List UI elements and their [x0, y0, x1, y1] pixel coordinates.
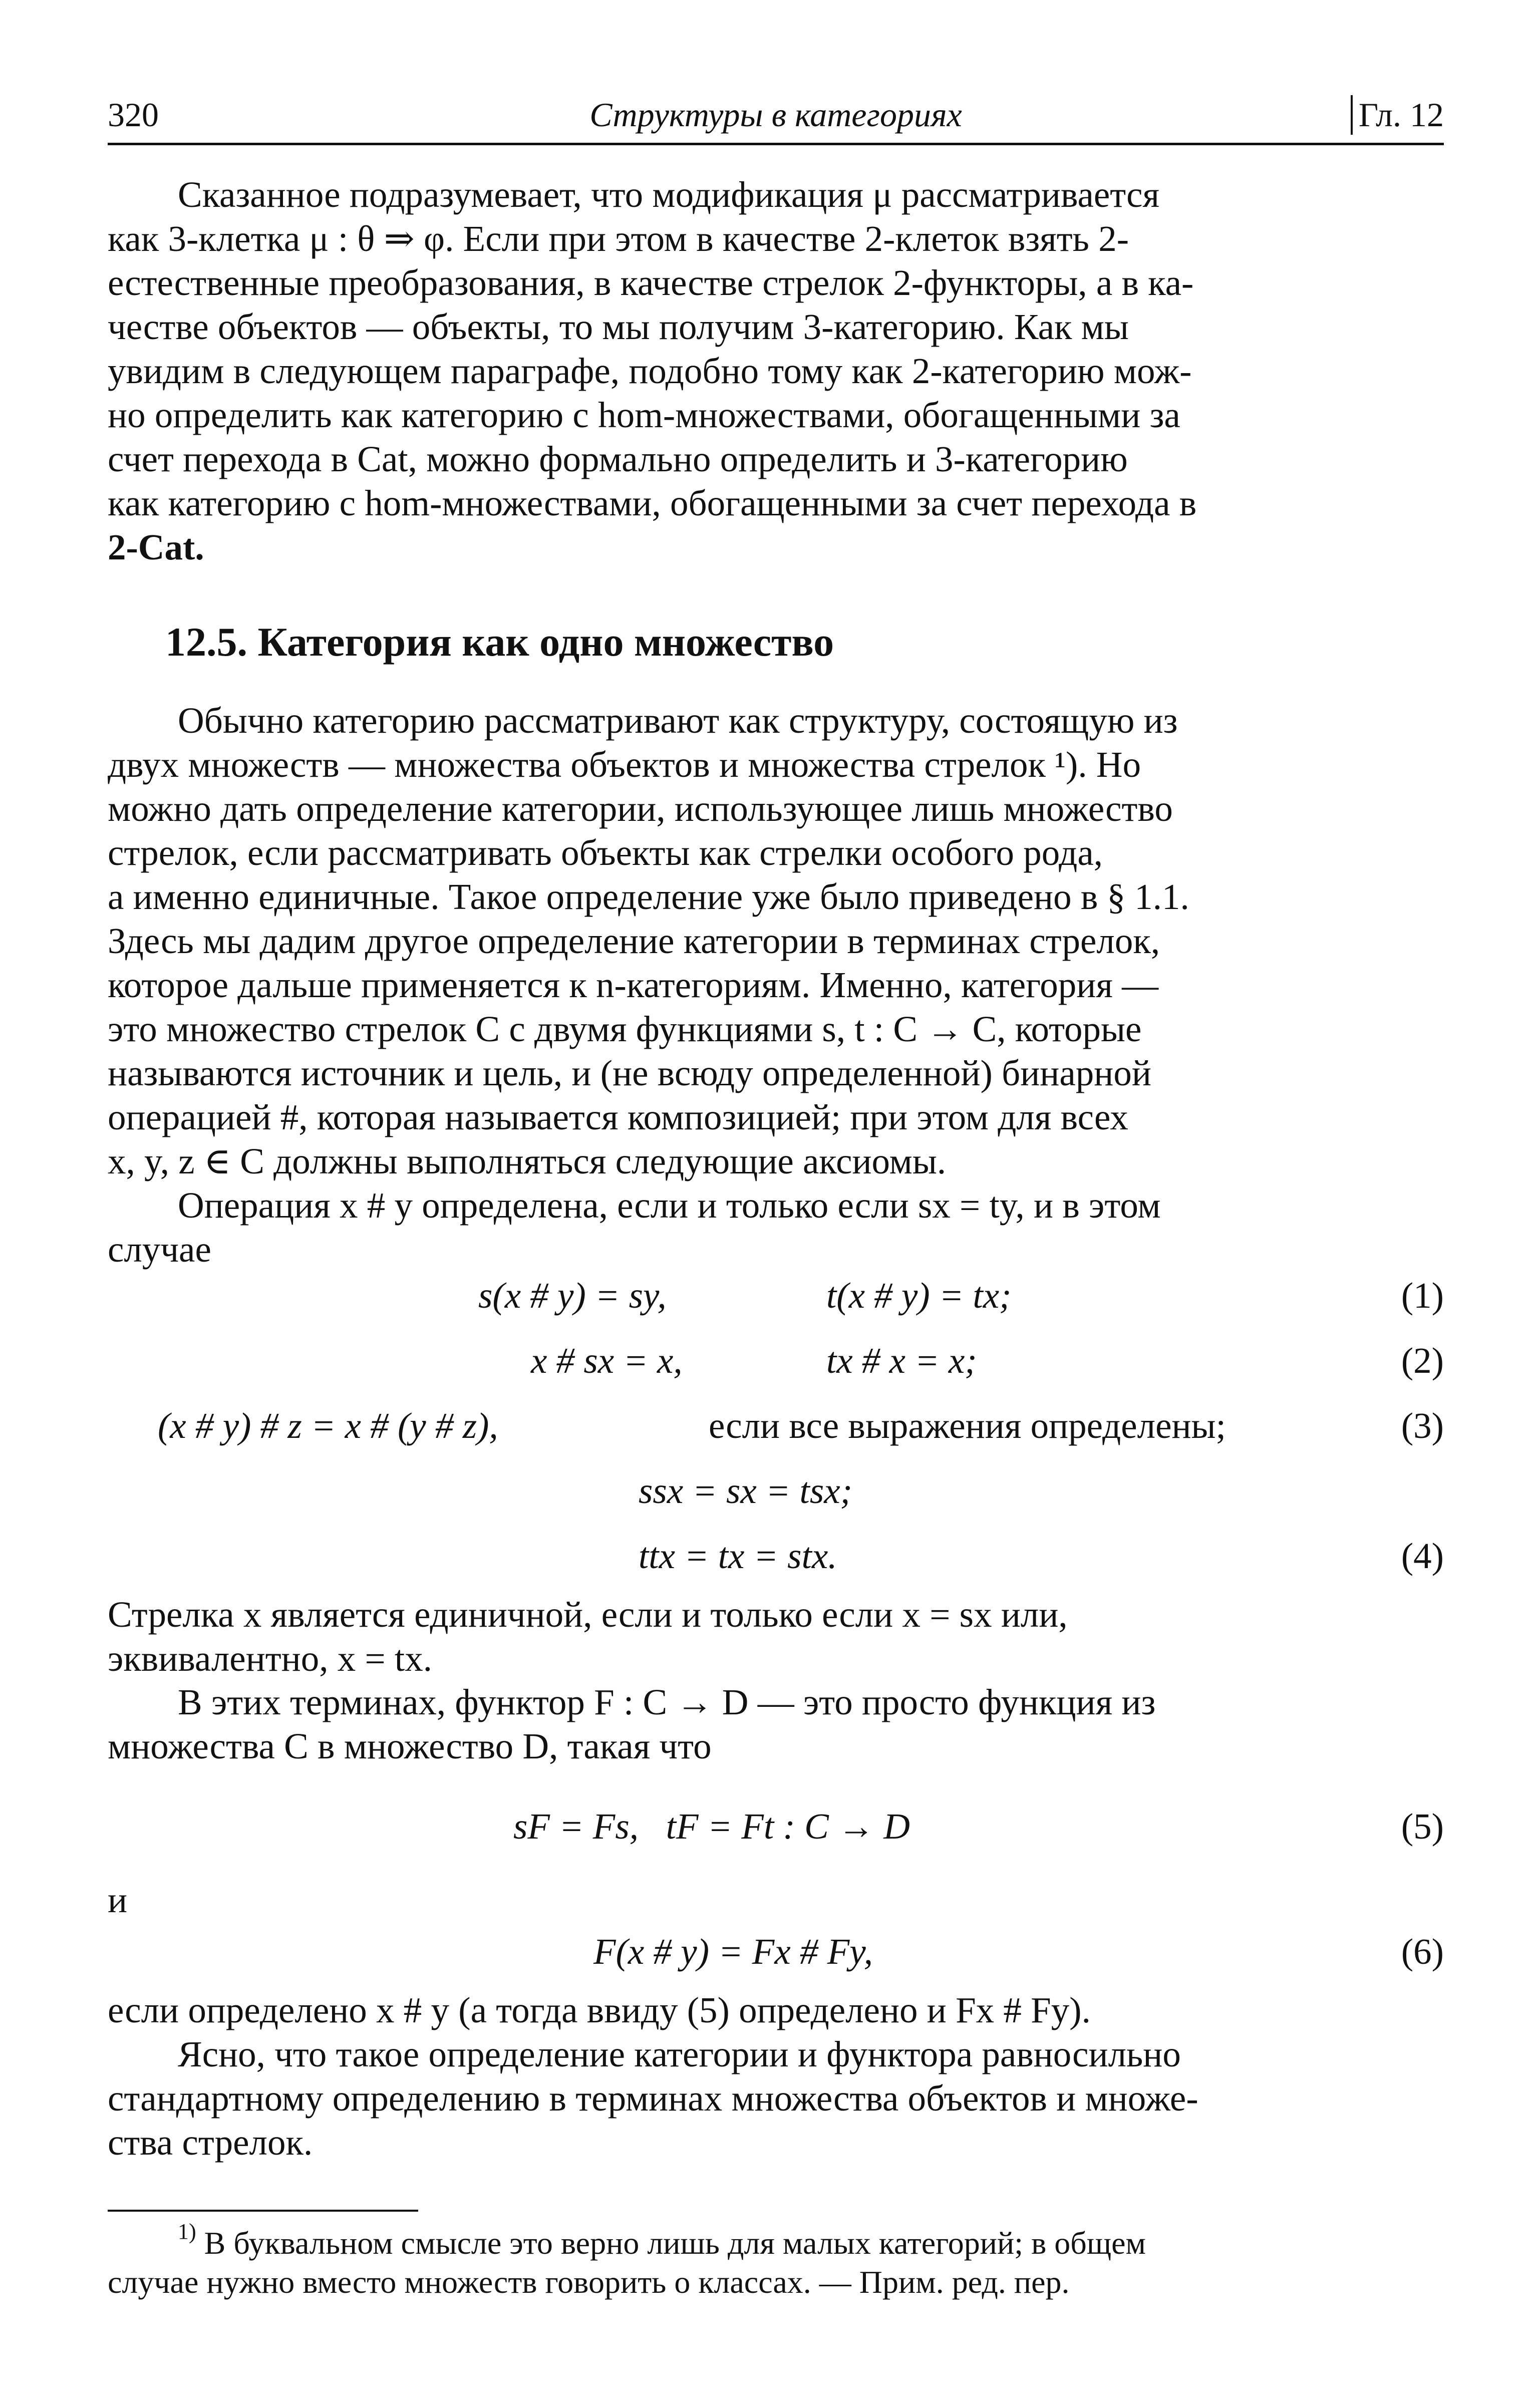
text-line: 2-Cat. — [108, 527, 204, 567]
section-heading — [165, 619, 834, 666]
text-line: называются источник и цель, и (не всюду определенной) бинарной — [108, 1053, 1151, 1093]
intro-paragraph — [108, 173, 1444, 569]
text-line: двух множеств — множества объектов и множества стрелок ¹). Но — [108, 744, 1141, 785]
text-line: и — [108, 1880, 128, 1920]
footnote-line: случае нужно вместо множеств говорить о классах. — Прим. ред. пер. — [108, 2264, 1070, 2300]
equation-1-left: s(x # y) = sy, — [478, 1275, 667, 1316]
text-line: как 3-клетка μ : θ ⇒ φ. Если при этом в качестве 2-клеток взять 2- — [108, 218, 1129, 259]
equation-6-number: (6) — [1401, 1931, 1444, 1972]
text-line: В этих терминах, функтор F : C → D — это просто функция из — [178, 1682, 1156, 1722]
running-header — [108, 95, 1444, 145]
equation-6-body: F(x # y) = Fx # Fy, — [593, 1931, 873, 1972]
equation-2-left: x # sx = x, — [531, 1340, 683, 1381]
operation-paragraph — [108, 1183, 1444, 1272]
text-line: как категорию с hom-множествами, обогащенными за счет перехода в — [108, 483, 1197, 523]
chapter-label: Гл. 12 — [1351, 95, 1444, 135]
text-line: которое дальше применяется к n-категориям. Именно, категория — — [108, 965, 1159, 1005]
conclusion-paragraph — [108, 2032, 1444, 2165]
text-line: стрелок, если рассматривать объекты как стрелки особого рода, — [108, 832, 1103, 873]
text-line: Здесь мы дадим другое определение категории в терминах стрелок, — [108, 921, 1160, 961]
header-rule — [108, 143, 1444, 145]
equation-1 — [108, 1275, 1444, 1319]
equation-4a-body: ssx = sx = tsx; — [639, 1470, 852, 1511]
text-line: увидим в следующем параграфе, подобно тому как 2-категорию мож- — [108, 351, 1192, 391]
text-line: если определено x # y (а тогда ввиду (5) определено и Fx # Fy). — [108, 1990, 1091, 2030]
definition-paragraph — [108, 699, 1444, 1183]
text-line: эквивалентно, x = tx. — [108, 1638, 432, 1679]
equation-3-left: (x # y) # z = x # (y # z), — [158, 1405, 498, 1446]
section-number: 12.5. — [165, 619, 247, 665]
identity-paragraph — [108, 1593, 1444, 1681]
running-title: Структуры в категориях — [589, 96, 962, 134]
footnote-line — [108, 2219, 1444, 2263]
text-line: ства стрелок. — [108, 2122, 313, 2163]
text-line: а именно единичные. Такое определение уже было приведено в § 1.1. — [108, 876, 1189, 917]
footnote-marker: 1) — [178, 2219, 196, 2244]
section-title: Категория как одно множество — [257, 619, 834, 665]
conjunction — [108, 1878, 1444, 1922]
text-line: честве объектов — объекты, то мы получим 3-категорию. Как мы — [108, 307, 1129, 347]
equation-1-right: t(x # y) = tx; — [826, 1275, 1012, 1316]
text-line: x, y, z ∈ C должны выполняться следующие аксиомы. — [108, 1141, 947, 1181]
text-line: счет перехода в Cat, можно формально определить и 3-категорию — [108, 439, 1128, 479]
footnote — [108, 2219, 1444, 2302]
equation-2-right: tx # x = x; — [826, 1340, 977, 1381]
functor-paragraph — [108, 1680, 1444, 1768]
equation-4a — [108, 1470, 1444, 1514]
page-number: 320 — [108, 96, 159, 134]
text-line: Операция x # y определена, если и только если sx = ty, и в этом — [178, 1185, 1161, 1226]
equation-2-number: (2) — [1401, 1340, 1444, 1381]
equation-4b — [108, 1535, 1444, 1579]
equation-3-condition: если все выражения определены; — [709, 1405, 1226, 1446]
equation-3-number: (3) — [1401, 1405, 1444, 1446]
equation-2 — [108, 1340, 1444, 1384]
text-line: операцией #, которая называется композицией; при этом для всех — [108, 1097, 1128, 1137]
equation-4b-body: ttx = tx = stx. — [639, 1536, 837, 1576]
equation-6 — [108, 1931, 1444, 1975]
text-line: естественные преобразования, в качестве стрелок 2-функторы, а в ка- — [108, 262, 1194, 303]
text-line: это множество стрелок C с двумя функциями s, t : C → C, которые — [108, 1009, 1142, 1049]
equation-5 — [108, 1805, 1444, 1850]
after-equation-6-paragraph — [108, 1988, 1444, 2032]
text-line: стандартному определению в терминах множества объектов и множе- — [108, 2078, 1198, 2119]
equation-5-number: (5) — [1401, 1806, 1444, 1847]
text-line: но определить как категорию с hom-множествами, обогащенными за — [108, 395, 1180, 435]
equation-1-number: (1) — [1401, 1275, 1444, 1316]
text-line: Ясно, что такое определение категории и функтора равносильно — [178, 2034, 1181, 2074]
text-line: случае — [108, 1229, 211, 1270]
equation-4-number: (4) — [1401, 1536, 1444, 1576]
footnote-text: В буквальном смысле это верно лишь для малых категорий; в общем — [204, 2225, 1146, 2261]
text-line: можно дать определение категории, использующее лишь множество — [108, 788, 1173, 829]
text-line: Стрелка x является единичной, если и только если x = sx или, — [108, 1594, 1068, 1635]
text-line: Обычно категорию рассматривают как структуру, состоящую из — [178, 700, 1178, 741]
equation-3 — [108, 1405, 1444, 1449]
footnote-rule — [108, 2210, 418, 2212]
text-line: Сказанное подразумевает, что модификация μ рассматривается — [178, 174, 1160, 215]
text-line: множества C в множество D, такая что — [108, 1726, 712, 1766]
equation-5-body: sF = Fs, tF = Ft : C → D — [513, 1806, 910, 1847]
